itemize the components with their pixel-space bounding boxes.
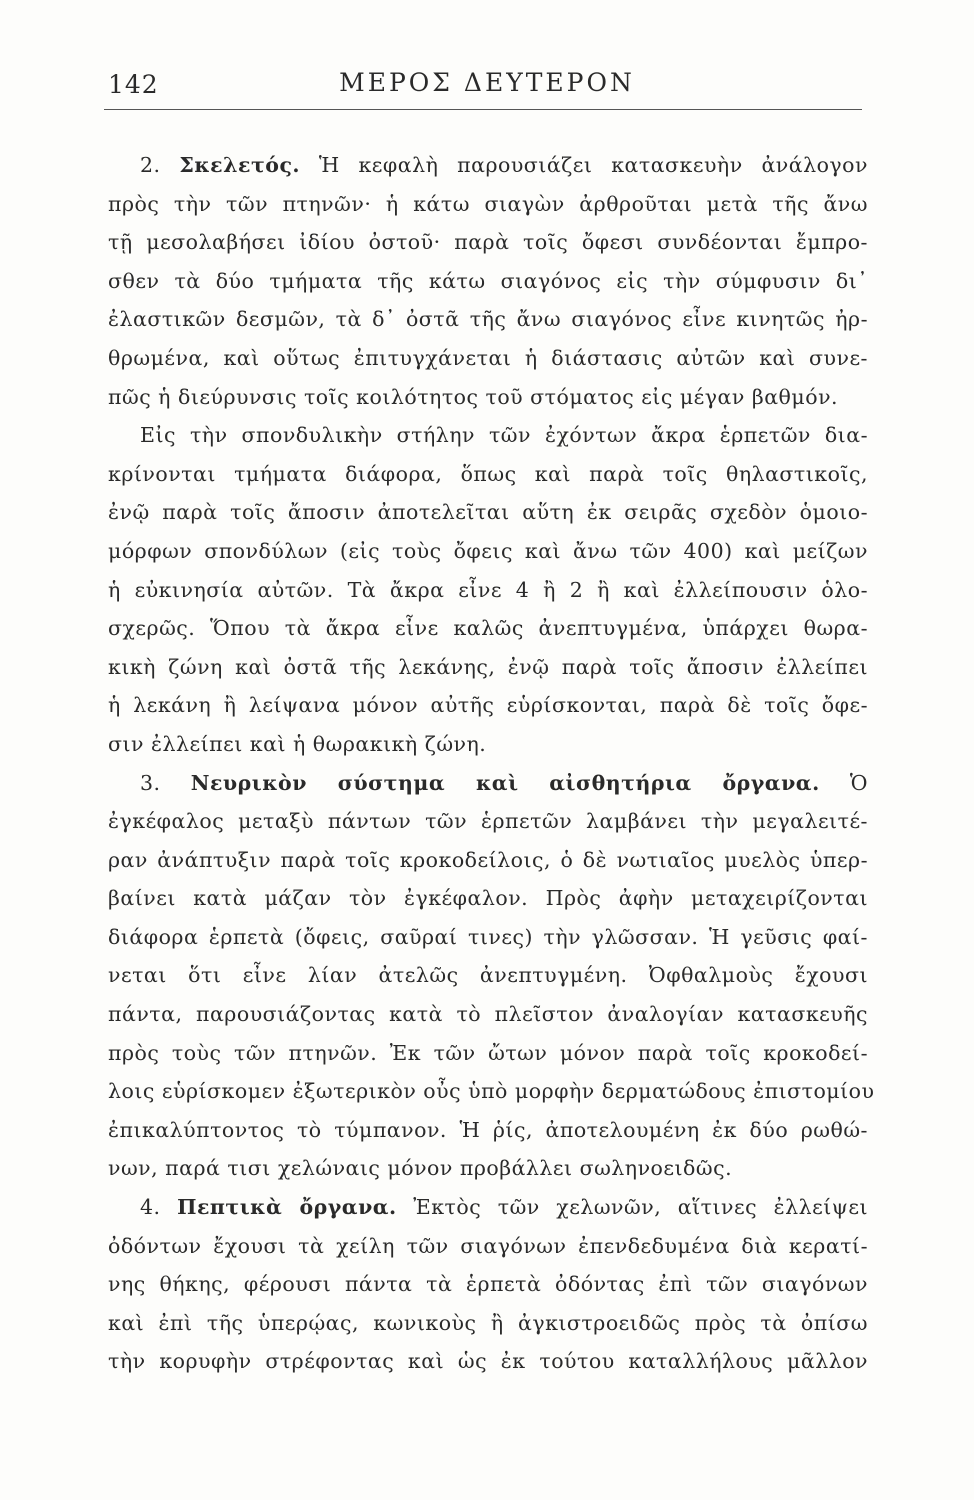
text-line (108, 339, 868, 378)
line-text: πάντα, παρουσιάζοντας κατὰ τὸ πλεῖστον ἀναλογίαν κατασκευῆς (108, 1002, 868, 1027)
text-line (108, 686, 868, 725)
line-text: νης θήκης, φέρουσι πάντα τὰ ἑρπετὰ ὀδόντας ἐπὶ τῶν σιαγόνων (108, 1272, 868, 1297)
text-line (108, 416, 868, 455)
line-text: ἡ εὐκινησία αὐτῶν. Τὰ ἄκρα εἶνε 4 ἢ 2 ἢ καὶ ἐλλείπουσιν ὁλο- (108, 577, 868, 602)
text-line (108, 1034, 868, 1073)
section-heading: Σκελετός. (179, 153, 301, 177)
text-line (108, 1072, 875, 1111)
section-heading: Νευρικὸν σύστημα καὶ αἰσθητήρια ὄργανα. (190, 770, 820, 795)
text-line (108, 764, 868, 803)
line-text: πρὸς τοὺς τῶν πτηνῶν. Ἐκ τῶν ὤτων μόνον παρὰ τοῖς κροκοδεί- (108, 1040, 868, 1065)
text-line (108, 571, 868, 610)
line-text: σθεν τὰ δύο τμήματα τῆς κάτω σιαγόνος εἰς τὴν σύμφυσιν δι᾽ (108, 268, 868, 293)
line-text: Ὁ (819, 770, 868, 795)
line-text: τῇ μεσολαβήσει ἰδίου ὀστοῦ· παρὰ τοῖς ὄφεσι συνδέονται ἔμπρο- (108, 230, 868, 255)
line-text: πῶς ἡ διεύρυνσις τοῖς κοιλότητος τοῦ στόματος εἰς μέγαν βαθμόν. (108, 384, 839, 409)
line-text: ἡ λεκάνη ἢ λείψανα μόνον αὐτῆς εὑρίσκονται, παρὰ δὲ τοῖς ὄφε- (108, 693, 868, 718)
header-rule (104, 109, 862, 110)
line-text: νων, παρά τισι χελώναις μόνον προβάλλει σωληνοειδῶς. (108, 1156, 733, 1181)
running-title: ΜΕΡΟΣ ΔΕΥΤΕΡΟΝ (339, 68, 635, 97)
text-line (108, 609, 868, 648)
text-line (108, 956, 868, 995)
text-line (108, 262, 868, 301)
text-line (108, 648, 868, 687)
line-text: ἐνῷ παρὰ τοῖς ἄποσιν ἀποτελεῖται αὕτη ἐκ σειρᾶς σχεδὸν ὁμοιο- (108, 500, 868, 525)
text-line (108, 1149, 868, 1188)
text-line (108, 378, 868, 417)
line-text: Ἐκτὸς τῶν χελωνῶν, αἵτινες ἐλλείψει (396, 1195, 868, 1220)
line-text: σχερῶς. Ὅπου τὰ ἄκρα εἶνε καλῶς ἀνεπτυγμένα, ὑπάρχει θωρα- (108, 616, 868, 641)
line-text: διάφορα ἑρπετὰ (ὄφεις, σαῦραί τινες) τὴν γλῶσσαν. Ἡ γεῦσις φαί- (108, 924, 868, 949)
line-text: Ἡ κεφαλὴ παρουσιάζει κατασκευὴν ἀνάλογον (300, 153, 868, 177)
text-line (108, 1342, 868, 1381)
line-text: σιν ἐλλείπει καὶ ἡ θωρακικὴ ζώνη. (108, 731, 487, 756)
line-text: πρὸς τὴν τῶν πτηνῶν· ἡ κάτω σιαγὼν ἀρθροῦται μετὰ τῆς ἄνω (108, 191, 868, 216)
line-text: καὶ ἐπὶ τῆς ὑπερῴας, κωνικοὺς ἢ ἀγκιστροειδῶς πρὸς τὰ ὀπίσω (108, 1310, 868, 1335)
text-line (108, 185, 868, 224)
line-text: κικὴ ζώνη καὶ ὀστᾶ τῆς λεκάνης, ἐνῷ παρὰ τοῖς ἄποσιν ἐλλείπει (108, 654, 868, 679)
line-text: βαίνει κατὰ μάζαν τὸν ἐγκέφαλον. Πρὸς ἀφὴν μεταχειρίζονται (108, 886, 868, 911)
line-text: ἐγκέφαλος μεταξὺ πάντων τῶν ἑρπετῶν λαμβάνει τὴν μεγαλειτέ- (108, 809, 868, 834)
section-number: 2. (140, 153, 180, 177)
line-text: Εἰς τὴν σπονδυλικὴν στήλην τῶν ἐχόντων ἄκρα ἑρπετῶν δια- (140, 423, 868, 448)
text-line (108, 493, 868, 532)
text-line (108, 455, 868, 494)
page-header (0, 0, 974, 112)
line-text: θρωμένα, καὶ οὕτως ἐπιτυγχάνεται ἡ διάστασις αὐτῶν καὶ συνε- (108, 345, 868, 370)
page-body (108, 146, 875, 1381)
line-text: ὀδόντων ἔχουσι τὰ χείλη τῶν σιαγόνων ἐπενδεδυμένα διὰ κερατί- (108, 1233, 868, 1258)
text-line (108, 1111, 868, 1150)
line-text: τὴν κορυφὴν στρέφοντας καὶ ὡς ἐκ τούτου καταλλήλους μᾶλλον (108, 1349, 868, 1374)
text-line (108, 1265, 868, 1304)
section-number: 3. (140, 770, 191, 795)
line-text: νεται ὅτι εἶνε λίαν ἀτελῶς ἀνεπτυγμένη. Ὀφθαλμοὺς ἔχουσι (108, 963, 868, 988)
text-line (108, 1188, 868, 1227)
line-text: κρίνονται τμήματα διάφορα, ὅπως καὶ παρὰ τοῖς θηλαστικοῖς, (108, 461, 868, 486)
text-line (108, 841, 868, 880)
text-line (108, 146, 868, 185)
line-text: ἐπικαλύπτοντος τὸ τύμπανον. Ἡ ῥίς, ἀποτελουμένη ἐκ δύο ρωθώ- (108, 1117, 868, 1142)
line-text: ἐλαστικῶν δεσμῶν, τὰ δ᾽ ὀστᾶ τῆς ἄνω σιαγόνος εἶνε κινητῶς ἠρ- (108, 307, 868, 332)
text-line (108, 725, 868, 764)
text-line (108, 802, 868, 841)
text-line (108, 300, 868, 339)
line-text: μόρφων σπονδύλων (εἰς τοὺς ὄφεις καὶ ἄνω τῶν 400) καὶ μείζων (108, 538, 868, 563)
text-line (108, 1227, 868, 1266)
section-number: 4. (140, 1195, 178, 1220)
text-line (108, 223, 868, 262)
text-line (108, 532, 868, 571)
line-text: λοις εὑρίσκομεν ἐξωτερικὸν οὖς ὑπὸ μορφὴν δερματώδους ἐπιστομίου (108, 1079, 875, 1104)
text-line (108, 995, 868, 1034)
section-heading: Πεπτικὰ ὄργανα. (177, 1195, 397, 1220)
page-number: 142 (108, 70, 159, 99)
line-text: ραν ἀνάπτυξιν παρὰ τοῖς κροκοδείλοις, ὁ δὲ νωτιαῖος μυελὸς ὑπερ- (108, 847, 868, 872)
text-line (108, 918, 868, 957)
text-line (108, 1304, 868, 1343)
text-line (108, 879, 868, 918)
